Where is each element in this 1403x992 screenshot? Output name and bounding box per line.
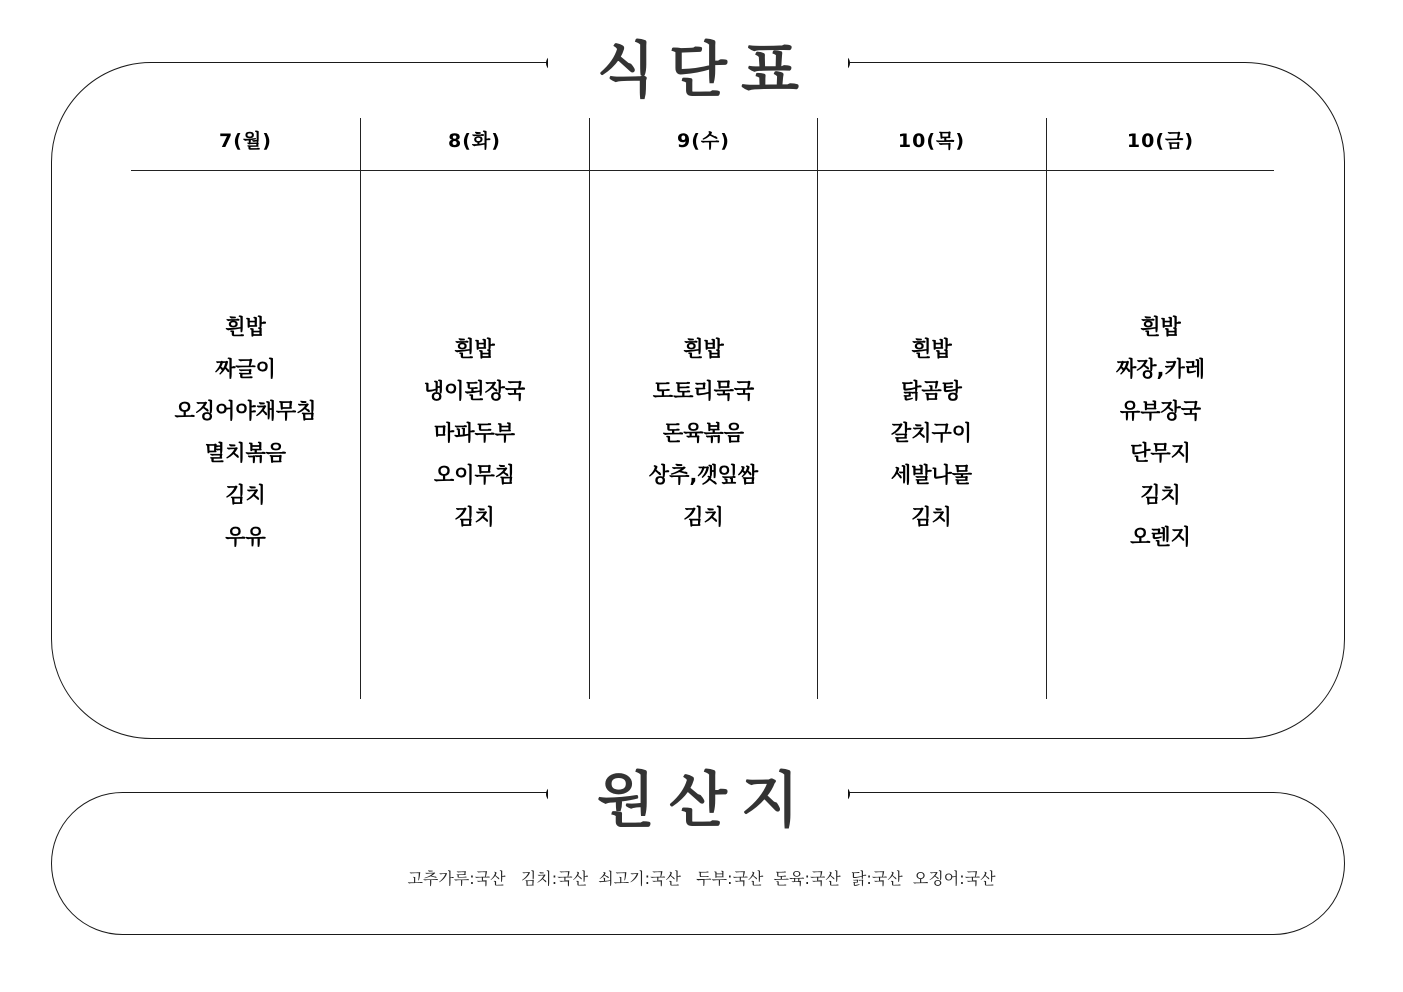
menu-title: 식단표 — [597, 36, 813, 106]
day-column-tue — [360, 118, 589, 699]
day-header: 10(목) — [897, 130, 966, 152]
origin-title: 원산지 — [597, 766, 813, 836]
menu-item: 오렌지 — [1130, 525, 1191, 549]
menu-item: 김치 — [911, 505, 952, 529]
menu-item: 닭곰탕 — [901, 379, 962, 403]
day-column-thu — [817, 118, 1046, 699]
menu-item: 김치 — [454, 505, 495, 529]
day-column-wed — [589, 118, 818, 699]
menu-item: 오징어야채무침 — [174, 399, 317, 423]
menu-item: 오이무침 — [433, 463, 516, 487]
day-header: 7(월) — [219, 130, 272, 152]
menu-item: 유부장국 — [1119, 399, 1202, 423]
menu-item: 세발나물 — [890, 463, 973, 487]
day-menu-list — [1046, 306, 1275, 558]
day-header: 10(금) — [1126, 130, 1195, 152]
day-menu-list — [817, 328, 1046, 538]
menu-item: 흰밥 — [911, 337, 952, 361]
origin-title-wrap — [548, 756, 848, 836]
menu-item: 도토리묵국 — [652, 379, 755, 403]
menu-item: 흰밥 — [1140, 315, 1181, 339]
day-column-fri — [1046, 118, 1275, 699]
menu-item: 짜장,카레 — [1115, 357, 1206, 381]
menu-item: 김치 — [225, 483, 266, 507]
menu-item: 우유 — [225, 525, 266, 549]
menu-grid — [131, 118, 1274, 699]
day-menu-list — [131, 306, 360, 558]
day-menu-list — [589, 328, 818, 538]
day-menu-list — [360, 328, 589, 538]
menu-item: 단무지 — [1130, 441, 1191, 465]
day-column-mon — [131, 118, 360, 699]
origin-info: 고추가루:국산 김치:국산 쇠고기:국산 두부:국산 돈육:국산 닭:국산 오징어:국산 — [407, 869, 996, 888]
day-header: 9(수) — [677, 130, 730, 152]
menu-item: 흰밥 — [225, 315, 266, 339]
menu-item: 마파두부 — [433, 421, 516, 445]
menu-item: 냉이된장국 — [423, 379, 526, 403]
menu-item: 김치 — [683, 505, 724, 529]
menu-item: 상추,깻잎쌈 — [648, 463, 759, 487]
menu-item: 멸치볶음 — [204, 441, 287, 465]
menu-item: 갈치구이 — [890, 421, 973, 445]
day-header: 8(화) — [448, 130, 501, 152]
menu-item: 돈육볶음 — [662, 421, 745, 445]
menu-title-wrap — [548, 26, 848, 106]
menu-item: 흰밥 — [683, 337, 724, 361]
menu-item: 흰밥 — [454, 337, 495, 361]
menu-item: 김치 — [1140, 483, 1181, 507]
menu-item: 짜글이 — [215, 357, 276, 381]
